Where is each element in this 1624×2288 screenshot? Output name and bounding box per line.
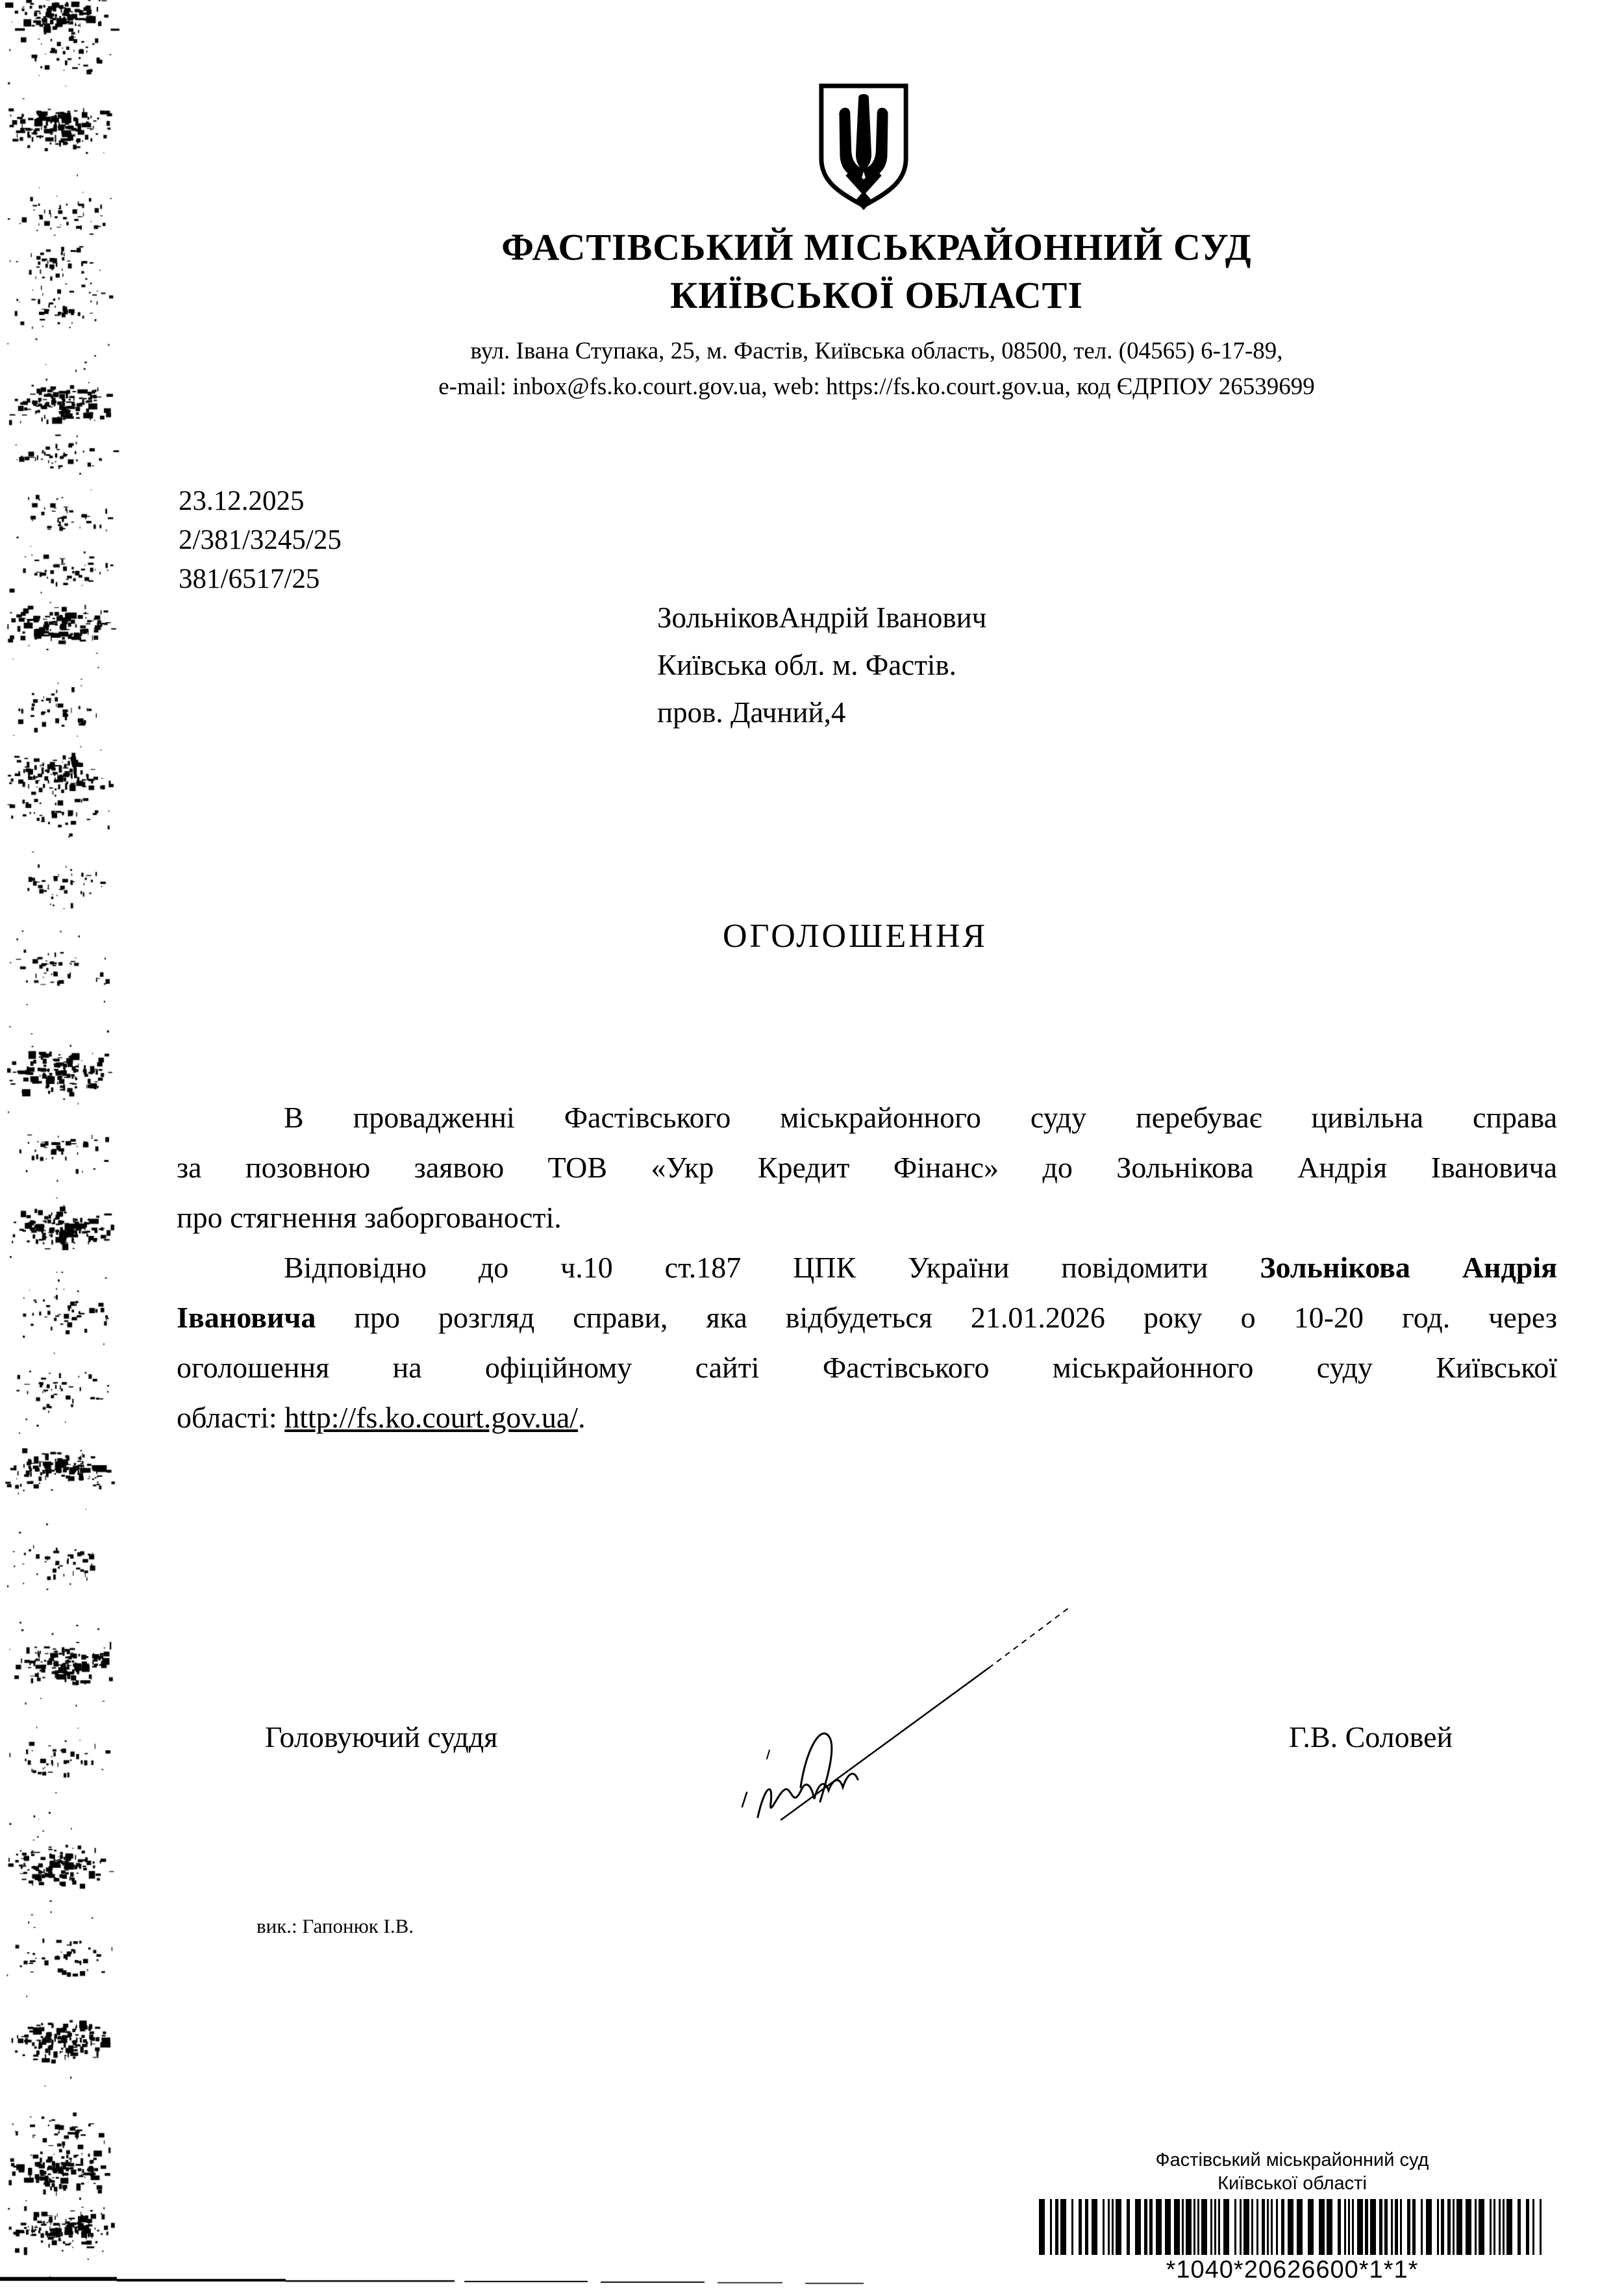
- paragraph: Відповідно до ч.10 ст.187 ЦПК України повідомити Зольнікова Андрія Івановича про розгляд справи, яка відбудеться 21.01.2026 року о 10-20 год. через оголошення на офіційному сайті Фастівського міськрайонного суду Київської області: http://fs.ko.court.gov.ua/.: [177, 1251, 1557, 1434]
- case-meta: [179, 482, 342, 599]
- handwritten-signature: [705, 1591, 1120, 1828]
- recipient-block: [657, 594, 986, 736]
- court-contacts: e-mail: inbox@fs.ko.court.gov.ua, web: https://fs.ko.court.gov.ua, код ЄДРПОУ 26539699: [438, 373, 1315, 400]
- recipient-address-2: пров. Дачний,4: [657, 696, 846, 729]
- court-address: вул. Івана Ступака, 25, м. Фастів, Київська область, 08500, тел. (04565) 6-17-89,: [470, 338, 1283, 364]
- recipient-name: ЗольніковАндрій Іванович: [657, 601, 987, 634]
- ukraine-trident-emblem: [816, 82, 912, 210]
- case-number-2: 381/6517/25: [179, 564, 320, 594]
- document-title: ОГОЛОШЕННЯ: [722, 918, 988, 955]
- barcode-label-1: Фастівський міськрайонний суд: [1155, 2150, 1429, 2170]
- court-name-line1: ФАСТІВСЬКИЙ МІСЬКРАЙОННИЙ СУД: [501, 226, 1252, 268]
- paragraph: В провадженні Фастівського міськрайонного суду перебуває цивільна справа за позовною заявою ТОВ «Укр Кредит Фінанс» до Зольнікова Андрія Івановича про стягнення заборгованості.: [177, 1101, 1557, 1234]
- court-name-line2: КИЇВСЬКОЇ ОБЛАСТІ: [670, 274, 1083, 316]
- barcode-icon: [1039, 2199, 1545, 2255]
- signer-role: Головуючий суддя: [265, 1720, 498, 1754]
- document-body: [177, 1092, 1557, 1442]
- signer-name: Г.В. Соловей: [1289, 1720, 1453, 1754]
- case-number-1: 2/381/3245/25: [179, 525, 342, 555]
- document-date: 23.12.2025: [179, 486, 305, 516]
- letterhead: [130, 223, 1623, 405]
- recipient-address-1: Київська обл. м. Фастів.: [657, 649, 956, 681]
- barcode-block: [1032, 2148, 1552, 2284]
- barcode-number: *1040*20626600*1*1*: [1166, 2256, 1419, 2283]
- executor-note: вик.: Гапонюк І.В.: [256, 1915, 414, 1937]
- barcode-label-2: Київської області: [1218, 2173, 1367, 2194]
